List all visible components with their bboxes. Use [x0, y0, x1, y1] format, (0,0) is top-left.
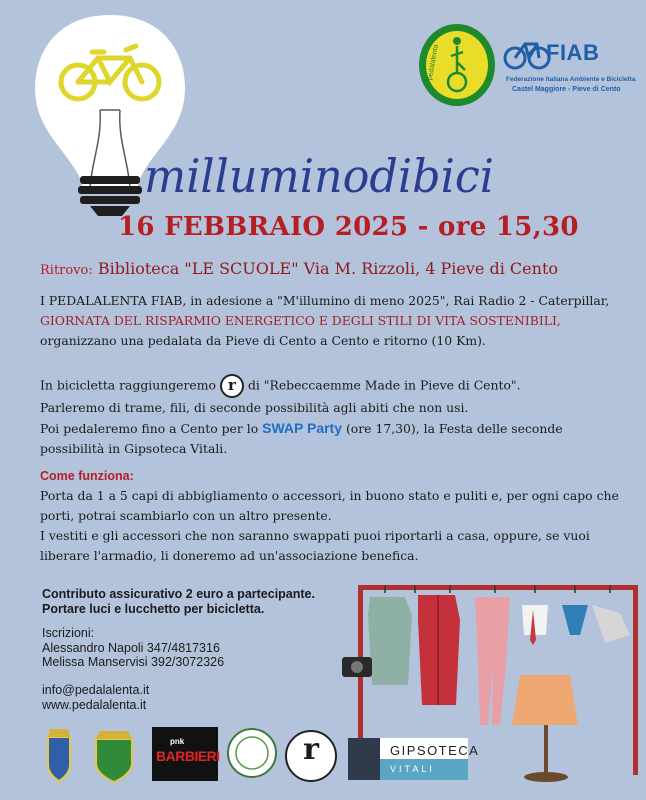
registration-contact-1: Alessandro Napoli 347/4817316 — [42, 640, 220, 655]
fiab-location: Castel Maggiore - Pieve di Cento — [512, 86, 621, 93]
barbieri-logo-text: BARBIERI — [156, 748, 220, 764]
swap-party-label: SWAP Party — [262, 420, 343, 436]
route-text-5: (ore 17,30), la Festa delle seconde possibilità in Gipsoteca Vitali. — [40, 421, 563, 456]
intro-highlight: GIORNATA DEL RISPARMIO ENERGETICO E DEGLI STILI DI VITA SOSTENIBILI, — [40, 313, 561, 328]
event-date: 16 FEBBRAIO 2025 - ore 15,30 — [118, 212, 579, 242]
how-it-works-title: Come funziona: — [40, 469, 134, 483]
barbieri-pnk-label: pnk — [170, 737, 185, 746]
gipsoteca-subtitle: VITALI — [390, 764, 435, 774]
how-it-works — [40, 466, 620, 566]
how-it-works-text-2: I vestiti e gli accessori che non saranno swappati puoi riportarli a casa, oppure, se vuoi liberare l'armadio, li doneremo ad un'associazione benefica. — [40, 528, 590, 563]
contact-info — [42, 683, 149, 713]
registration-contact-2: Melissa Manservisi 392/3072326 — [42, 655, 225, 669]
municipality-crest-icon — [48, 729, 70, 781]
intro-paragraph — [40, 291, 620, 351]
registrations — [42, 626, 224, 670]
rebeccaemme-logo: r — [220, 374, 244, 398]
contribution-text: Contributo assicurativo 2 euro a partecipante. — [42, 587, 315, 601]
contribution-note — [42, 587, 315, 617]
route-text-4: Poi pedaleremo fino a Cento per lo — [40, 421, 259, 436]
pedalalenta-logo-text: i pedalalenta — [426, 44, 440, 85]
fiab-subtitle: Federazione Italiana Ambiente e Bicicletta — [506, 76, 636, 83]
email-link[interactable]: info@pedalalenta.it — [42, 683, 150, 697]
fiab-title: FIAB — [546, 40, 600, 65]
route-text: In bicicletta raggiungeremo — [40, 377, 216, 393]
rebeccaemme-badge: r — [285, 730, 337, 782]
route-paragraph — [40, 374, 620, 459]
route-text-3: Parleremo di trame, fili, di seconde possibilità agli abiti che non usi. — [40, 400, 469, 415]
meeting-point — [40, 259, 558, 278]
how-it-works-text-1: Porta da 1 a 5 capi di abbigliamento o accessori, in buono stato e puliti e, per ogni capo che porti, potrai scambiarlo con un altro presente. — [40, 488, 619, 523]
gipsoteca-title: GIPSOTECA — [390, 743, 480, 758]
route-text-2: di "Rebeccaemme Made in Pieve di Cento". — [247, 377, 521, 393]
equipment-text: Portare luci e lucchetto per bicicletta. — [42, 602, 265, 616]
title-script-text: milluminodibici — [144, 149, 494, 203]
website-link[interactable]: www.pedalalenta.it — [42, 698, 147, 712]
meeting-point-label: Ritrovo: — [40, 263, 93, 278]
intro-text-end: organizzano una pedalata da Pieve di Cento a Cento e ritorno (10 Km). — [40, 333, 486, 348]
registrations-label: Iscrizioni: — [42, 626, 95, 640]
meeting-point-text: Biblioteca "LE SCUOLE" Via M. Rizzoli, 4 Pieve di Cento — [97, 259, 558, 278]
page-title — [140, 140, 500, 210]
pedalalenta-logo — [417, 22, 497, 108]
intro-text: I PEDALALENTA FIAB, in adesione a "M'illumino di meno 2025", Rai Radio 2 - Caterpillar, — [40, 293, 610, 308]
town-crest-icon — [96, 731, 132, 782]
